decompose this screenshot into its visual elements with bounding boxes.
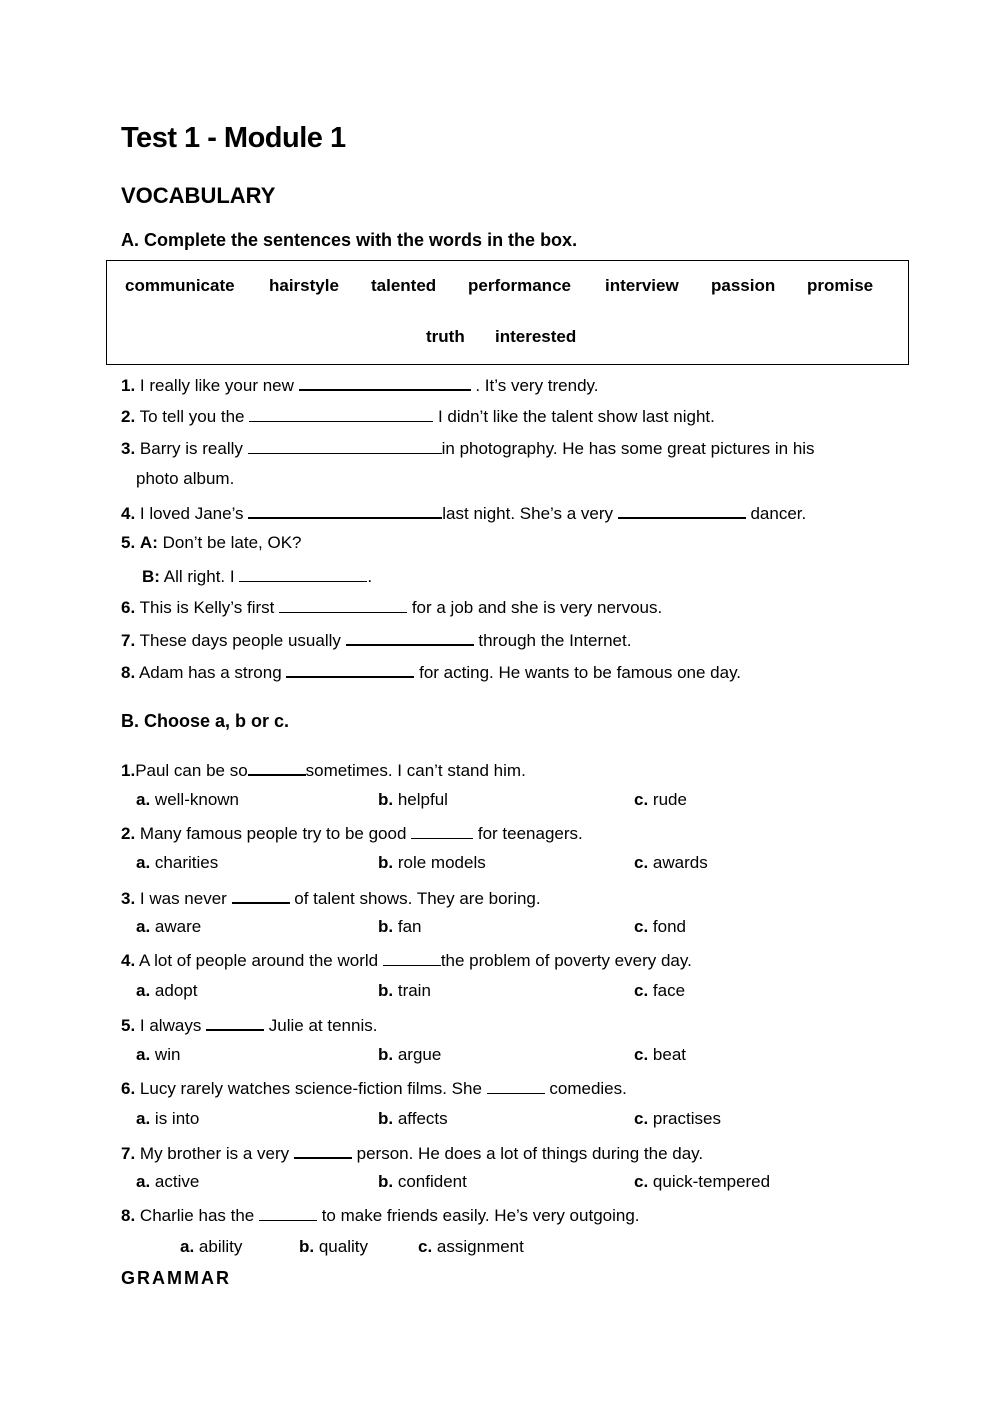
question-a-8: 8. Adam has a strong for acting. He wants to be famous one day. bbox=[121, 660, 741, 683]
option-b[interactable]: b. affects bbox=[378, 1109, 448, 1128]
option-c[interactable]: c. beat bbox=[634, 1045, 687, 1064]
question-a-3-continuation: photo album. bbox=[136, 469, 235, 488]
option-c[interactable]: c. practises bbox=[634, 1109, 721, 1128]
word-box-item: talented bbox=[371, 276, 437, 295]
answer-blank[interactable] bbox=[248, 501, 442, 519]
answer-blank[interactable] bbox=[248, 758, 306, 776]
option-a[interactable]: a. aware bbox=[136, 917, 202, 936]
answer-blank[interactable] bbox=[286, 660, 414, 678]
answer-blank[interactable] bbox=[239, 565, 367, 582]
question-a-1: 1. I really like your new . It’s very trendy. bbox=[121, 373, 599, 396]
answer-blank[interactable] bbox=[411, 822, 473, 839]
option-c[interactable]: c. face bbox=[634, 981, 686, 1000]
word-box-item: truth bbox=[426, 327, 465, 346]
question-a-3: 3. Barry is really in photography. He has some great pictures in his bbox=[121, 439, 815, 458]
option-b[interactable]: b. quality bbox=[299, 1237, 368, 1256]
section-a-heading: A. Complete the sentences with the words in the box. bbox=[121, 230, 578, 250]
option-c[interactable]: c. assignment bbox=[418, 1237, 524, 1256]
word-box-item: interested bbox=[495, 327, 577, 346]
option-a[interactable]: a. adopt bbox=[136, 981, 198, 1000]
question-a-7: 7. These days people usually through the Internet. bbox=[121, 628, 631, 651]
question-a-2: 2. To tell you the I didn’t like the talent show last night. bbox=[121, 407, 715, 426]
answer-blank[interactable] bbox=[232, 886, 290, 904]
option-a[interactable]: a. is into bbox=[136, 1109, 200, 1128]
answer-blank[interactable] bbox=[487, 1077, 545, 1094]
option-c[interactable]: c. quick-tempered bbox=[634, 1172, 771, 1191]
option-a[interactable]: a. ability bbox=[180, 1237, 243, 1256]
word-box-item: passion bbox=[711, 276, 776, 295]
word-box-item: performance bbox=[468, 276, 571, 295]
answer-blank[interactable] bbox=[248, 437, 442, 454]
question-a-4: 4. I loved Jane’s last night. She’s a very dancer. bbox=[121, 501, 806, 524]
option-c[interactable]: c. fond bbox=[634, 917, 687, 936]
word-box-item: communicate bbox=[125, 276, 235, 295]
option-a[interactable]: a. active bbox=[136, 1172, 200, 1191]
option-a[interactable]: a. win bbox=[136, 1045, 181, 1064]
option-a[interactable]: a. charities bbox=[136, 853, 219, 872]
option-b[interactable]: b. helpful bbox=[378, 790, 448, 809]
option-b[interactable]: b. confident bbox=[378, 1172, 467, 1191]
option-b[interactable]: b. role models bbox=[378, 853, 486, 872]
option-c[interactable]: c. rude bbox=[634, 790, 687, 809]
question-b-1: 1.Paul can be so sometimes. I can’t stand him. bbox=[121, 758, 526, 781]
question-a-5: 5. A: Don’t be late, OK? bbox=[121, 533, 302, 552]
question-b-4: 4. A lot of people around the world the problem of poverty every day. bbox=[121, 951, 692, 970]
question-b-8: 8. Charlie has the to make friends easily. He’s very outgoing. bbox=[121, 1206, 640, 1225]
answer-blank[interactable] bbox=[279, 596, 407, 613]
option-b[interactable]: b. fan bbox=[378, 917, 422, 936]
option-b[interactable]: b. argue bbox=[378, 1045, 442, 1064]
answer-blank[interactable] bbox=[299, 373, 471, 391]
question-b-5: 5. I always Julie at tennis. bbox=[121, 1013, 377, 1036]
grammar-heading: GRAMMAR bbox=[121, 1268, 231, 1288]
answer-blank[interactable] bbox=[294, 1141, 352, 1159]
answer-blank[interactable] bbox=[383, 949, 441, 966]
question-a-6: 6. This is Kelly’s first for a job and she is very nervous. bbox=[121, 598, 663, 617]
page-title: Test 1 - Module 1 bbox=[121, 122, 346, 154]
word-box-item: hairstyle bbox=[269, 276, 339, 295]
question-b-3: 3. I was never of talent shows. They are boring. bbox=[121, 886, 541, 909]
word-box-item: promise bbox=[807, 276, 874, 295]
option-c[interactable]: c. awards bbox=[634, 853, 708, 872]
section-b-heading: B. Choose a, b or c. bbox=[121, 711, 290, 731]
answer-blank[interactable] bbox=[346, 628, 474, 646]
question-a-5-reply: B: All right. I . bbox=[142, 567, 373, 586]
option-b[interactable]: b. train bbox=[378, 981, 431, 1000]
answer-blank[interactable] bbox=[249, 405, 433, 422]
word-box-item: interview bbox=[605, 276, 679, 295]
answer-blank[interactable] bbox=[618, 501, 746, 519]
answer-blank[interactable] bbox=[206, 1013, 264, 1031]
question-b-7: 7. My brother is a very person. He does a lot of things during the day. bbox=[121, 1141, 703, 1164]
word-box bbox=[106, 260, 909, 365]
option-a[interactable]: a. well-known bbox=[136, 790, 240, 809]
question-b-6: 6. Lucy rarely watches science-fiction films. She comedies. bbox=[121, 1079, 627, 1098]
vocabulary-heading: VOCABULARY bbox=[121, 183, 276, 208]
question-b-2: 2. Many famous people try to be good for teenagers. bbox=[121, 824, 583, 843]
answer-blank[interactable] bbox=[259, 1204, 317, 1221]
